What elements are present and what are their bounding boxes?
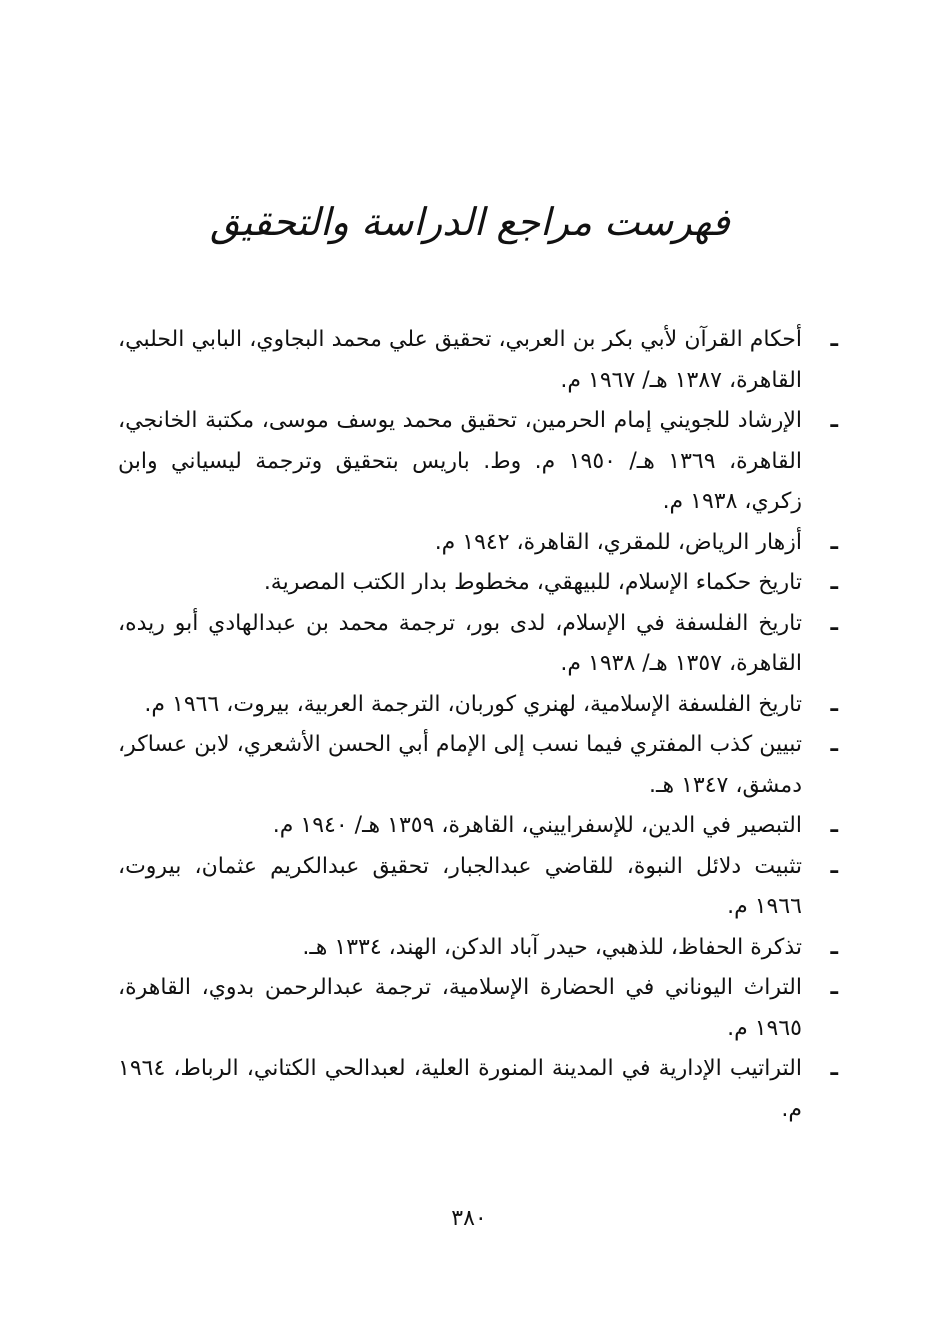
bibliography-entry (118, 604, 838, 685)
entry-text: أزهار الرياض، للمقري، القاهرة، ١٩٤٢ م. (434, 529, 802, 555)
entry-text: التراتيب الإدارية في المدينة المنورة العلية، لعبدالحي الكتاني، الرباط، ١٩٦٤ م. (118, 1056, 802, 1122)
bibliography-entry (118, 1049, 838, 1130)
entry-dash: ـ (830, 853, 838, 879)
entry-dash: ـ (830, 408, 838, 433)
entry-text: تاريخ الفلسفة الإسلامية، لهنري كوربان، الترجمة العربية، بيروت، ١٩٦٦ م. (144, 691, 802, 717)
entry-text: تذكرة الحفاظ، للذهبي، حيدر آباد الدكن، الهند، ١٣٣٤ هـ. (302, 934, 802, 960)
bibliography-entry (118, 563, 838, 604)
entry-dash: ـ (830, 934, 838, 960)
bibliography-entry (118, 320, 838, 401)
entry-text: تاريخ حكماء الإسلام، للبيهقي، مخطوط بدار الكتب المصرية. (263, 570, 802, 595)
bibliography-entry (118, 806, 838, 847)
entry-dash: ـ (830, 327, 838, 352)
entry-dash: ـ (830, 529, 838, 555)
page-title: فهرست مراجع الدراسة والتحقيق (210, 200, 730, 244)
bibliography-list (118, 320, 838, 1130)
entry-dash: ـ (830, 691, 838, 717)
entry-dash: ـ (830, 975, 838, 1000)
entry-dash: ـ (830, 732, 838, 757)
entry-text: أحكام القرآن لأبي بكر بن العربي، تحقيق علي محمد البجاوي، البابي الحلبي، القاهرة، ١٣٨٧ هـ/ ١٩٦٧ م. (118, 327, 802, 393)
entry-dash: ـ (830, 610, 838, 636)
bibliography-entry (118, 725, 838, 806)
bibliography-entry (118, 968, 838, 1049)
entry-dash: ـ (830, 1056, 838, 1081)
entry-text: تاريخ الفلسفة في الإسلام، لدى بور، ترجمة محمد بن عبدالهادي أبو ريده، القاهرة، ١٣٥٧ هـ/ ١٩٣٨ م. (118, 610, 802, 676)
bibliography-entry (118, 685, 838, 726)
entry-dash: ـ (830, 570, 838, 595)
entry-text: تبيين كذب المفتري فيما نسب إلى الإمام أبي الحسن الأشعري، لابن عساكر، دمشق، ١٣٤٧ هـ. (118, 732, 802, 798)
entry-text: التبصير في الدين، للإسفراييني، القاهرة، ١٣٥٩ هـ/ ١٩٤٠ م. (272, 813, 802, 838)
entry-text: تثبيت دلائل النبوة، للقاضي عبدالجبار، تحقيق عبدالكريم عثمان، بيروت، ١٩٦٦ م. (118, 853, 802, 919)
entry-dash: ـ (830, 813, 838, 838)
bibliography-entry (118, 847, 838, 928)
page-number: ٣٨٠ (451, 1206, 487, 1231)
bibliography-entry (118, 928, 838, 969)
bibliography-entry (118, 401, 838, 523)
bibliography-entry (118, 523, 838, 564)
entry-text: الإرشاد للجويني إمام الحرمين، تحقيق محمد يوسف موسى، مكتبة الخانجي، القاهرة، ١٣٦٩ هـ/ ١٩٥٠ م. وط. باريس بتحقيق وترجمة ليسياني وابن زكري، ١٩٣٨ م. (118, 408, 802, 514)
entry-text: التراث اليوناني في الحضارة الإسلامية، ترجمة عبدالرحمن بدوي، القاهرة، ١٩٦٥ م. (118, 975, 802, 1041)
